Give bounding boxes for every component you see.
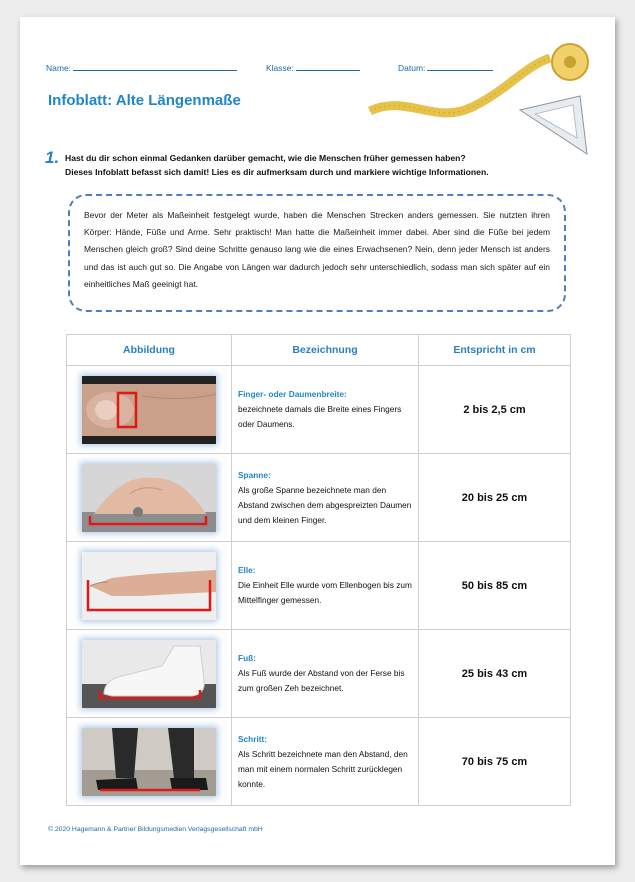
table-row [67, 542, 571, 630]
task-text [65, 151, 565, 179]
class-field[interactable] [266, 61, 360, 73]
value-finger: 2 bis 2,5 cm [419, 366, 571, 454]
header-entspricht: Entspricht in cm [419, 335, 571, 366]
task-line-1: Hast du dir schon einmal Gedanken darüber gemacht, wie die Menschen früher gemessen haben? [65, 153, 466, 163]
length-units-table [66, 334, 571, 806]
value-fuss: 25 bis 43 cm [419, 630, 571, 718]
table-row [67, 366, 571, 454]
term-schritt: Schritt: [238, 733, 268, 744]
foot-photo [82, 640, 216, 708]
header-bezeichnung: Bezeichnung [232, 335, 419, 366]
desc-schritt: Als Schritt bezeichnete man den Abstand, den man mit einem normalen Schritt zurücklegen konnte. [238, 748, 408, 789]
desc-finger: bezeichnete damals die Breite eines Fingers oder Daumens. [238, 404, 402, 429]
table-header-row [67, 335, 571, 366]
task-number: 1. [45, 148, 60, 167]
tape-measure-icon [365, 36, 595, 166]
desc-fuss: Als Fuß wurde der Abstand von der Ferse bis zum großen Zeh bezeichnet. [238, 668, 405, 693]
table-row [67, 454, 571, 542]
desc-elle: Die Einheit Elle wurde vom Ellenbogen bis zum Mittelfinger gemessen. [238, 580, 412, 605]
value-spanne: 20 bis 25 cm [419, 454, 571, 542]
value-schritt: 70 bis 75 cm [419, 718, 571, 806]
name-label: Name: [46, 63, 72, 73]
term-spanne: Spanne: [238, 469, 271, 480]
name-field[interactable] [46, 61, 237, 73]
term-fuss: Fuß: [238, 653, 256, 663]
page-title: Infoblatt: Alte Längenmaße [48, 92, 241, 109]
header-abbildung: Abbildung [67, 335, 232, 366]
term-elle: Elle: [238, 565, 256, 575]
table-row [67, 630, 571, 718]
term-finger: Finger- oder Daumenbreite: [238, 389, 347, 399]
thumb-width-photo [82, 376, 216, 444]
info-box: Bevor der Meter als Maßeinheit festgelegt wurde, haben die Menschen Strecken anders gemessen. Sie nutzten ihren Körper: Hände, Füße und Arme. Sehr praktisch! Man hatte die Maßeinheit immer dabei. Aber sind die Füße bei jedem Menschen gleich groß? Sind deine Schritte genauso lang wie die eines Erwachsenen? Nein, denn jeder Mensch ist anders und das ist auch gut so. Die Angabe von Längen war dadurch jedoch sehr unterschiedlich, sodass man sich später auf ein einheitliches Maß geeinigt hat. [68, 194, 566, 312]
desc-spanne: Als große Spanne bezeichnete man den Abstand zwischen dem abgespreizten Daumen und dem kleinen Finger. [238, 484, 412, 525]
set-square-icon [520, 96, 587, 154]
class-label: Klasse: [266, 63, 294, 73]
value-elle: 50 bis 85 cm [419, 542, 571, 630]
copyright-footer: © 2020 Hagemann & Partner Bildungsmedien Verlagsgesellschaft mbH [48, 826, 263, 833]
date-label: Datum: [398, 63, 426, 73]
table-row [67, 718, 571, 806]
task-line-2: Dieses Infoblatt befasst sich damit! Lies es dir aufmerksam durch und markiere wichtige Informationen. [65, 167, 489, 177]
span-photo [82, 464, 216, 532]
forearm-photo [82, 552, 216, 620]
step-photo [82, 728, 216, 796]
